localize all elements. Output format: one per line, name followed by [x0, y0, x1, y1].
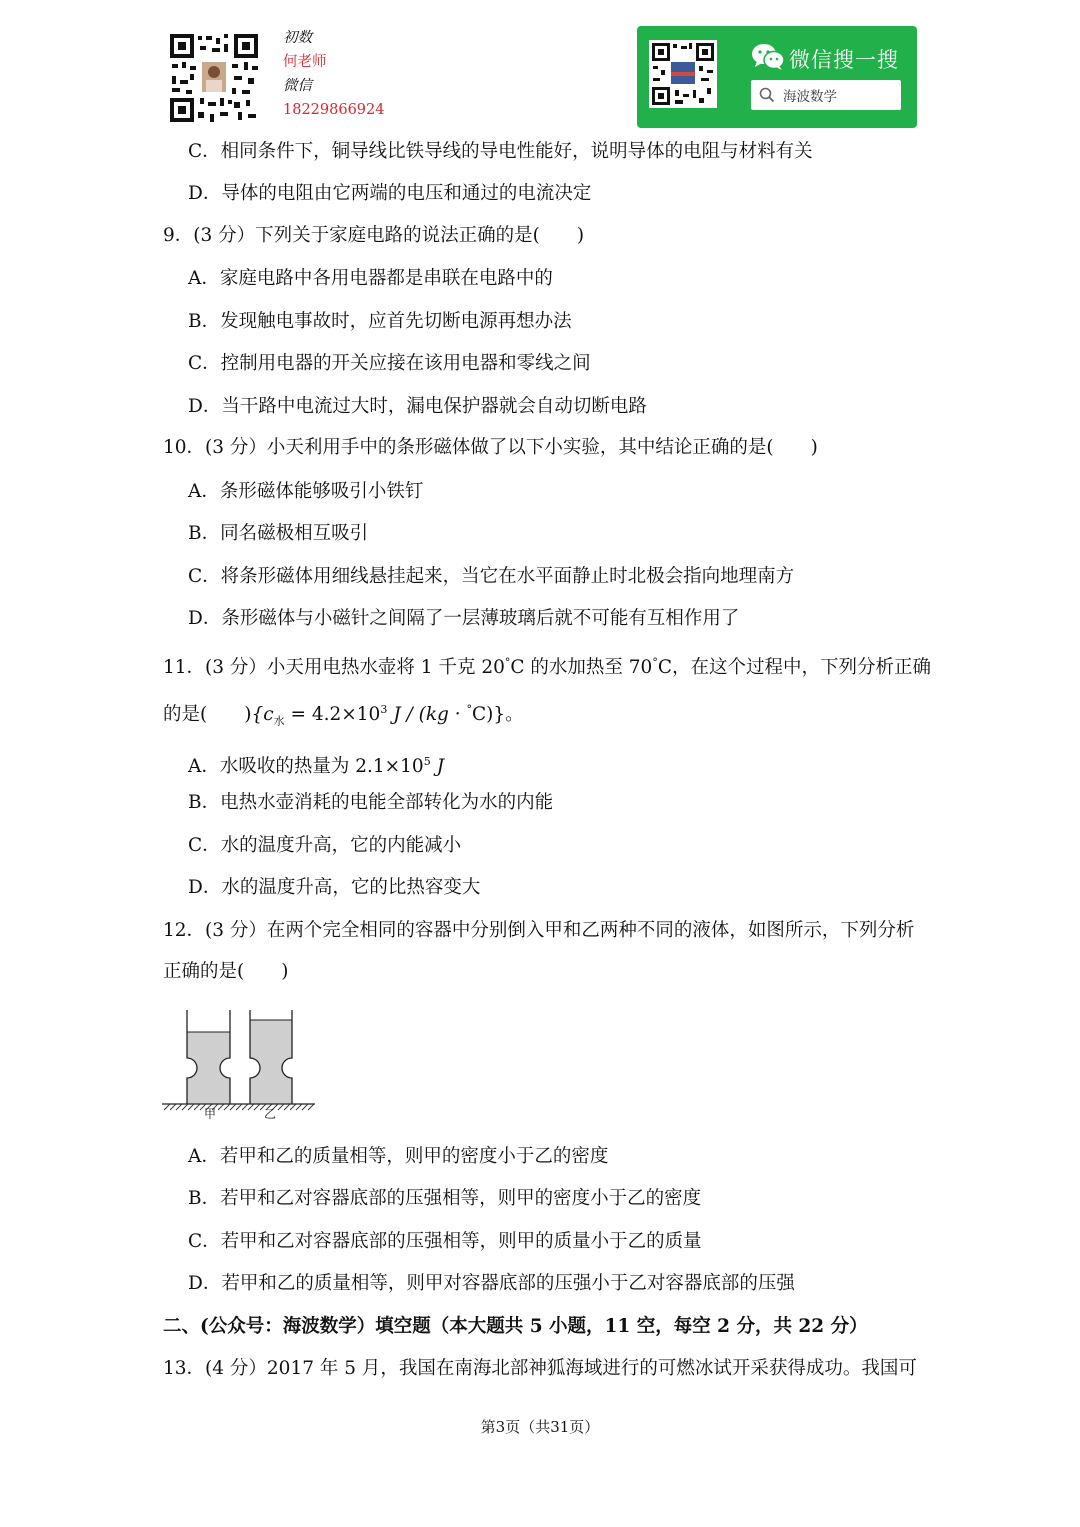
qr-code-icon [168, 32, 260, 124]
contact-label: 初数 [283, 30, 312, 46]
wechat-search-title: 微信搜一搜 [789, 48, 899, 72]
q12-option-c: C．若甲和乙对容器底部的压强相等，则甲的质量小于乙的质量 [188, 1231, 702, 1252]
degree-symbol: ° [466, 703, 473, 716]
degree-symbol: ° [504, 656, 511, 669]
wechat-search-box[interactable] [751, 80, 901, 110]
q11-option-b: B．电热水壶消耗的电能全部转化为水的内能 [188, 792, 554, 813]
q9-option-b: B．发现触电事故时，应首先切断电源再想办法 [188, 311, 572, 332]
q10-option-d: D．条形磁体与小磁针之间隔了一层薄玻璃后就不可能有互相作用了 [188, 608, 740, 629]
q11-option-c: C．水的温度升高，它的内能减小 [188, 835, 462, 856]
q11-formula-exp: 3 [380, 703, 388, 716]
q11-text-3: C，在这个过程中，下列分析正确 [657, 657, 932, 679]
q11-formula-sub: 水 [273, 714, 285, 728]
q11-text-1: 11．(3 分）小天用电热水壶将 1 千克 20 [163, 657, 505, 679]
question-9: 9．(3 分）下列关于家庭电路的说法正确的是( ) [163, 225, 585, 246]
question-12-line1: 12．(3 分）在两个完全相同的容器中分别倒入甲和乙两种不同的液体，如图所示，下列分析 [163, 920, 915, 941]
qr-code-icon [649, 40, 717, 108]
question-13: 13．(4 分）2017 年 5 月，我国在南海北部神狐海域进行的可燃冰试开采获得成功。我国可 [163, 1358, 917, 1379]
q10-option-a: A．条形磁体能够吸引小铁钉 [188, 481, 424, 502]
q9-option-c: C．控制用电器的开关应接在该用电器和零线之间 [188, 353, 591, 374]
q11-formula-unit: J / (kg · [387, 704, 467, 726]
q11a-exp: 5 [423, 755, 431, 768]
liquid-yi [250, 1020, 292, 1104]
question-11-line1 [163, 650, 931, 681]
containers-figure [160, 1006, 320, 1122]
q12-option-d: D．若甲和乙的质量相等，则甲对容器底部的压强小于乙对容器底部的压强 [188, 1273, 795, 1294]
wechat-search-card[interactable] [637, 26, 917, 128]
label-jia: 甲 [204, 1107, 217, 1121]
q11-formula-end: C)}。 [472, 704, 524, 726]
page-footer: 第3页（共31页） [480, 1418, 600, 1436]
q11-formula-open: {c [251, 704, 274, 726]
wechat-search-text: 海波数学 [783, 89, 837, 105]
q11-line2-text: 的是( ) [163, 704, 252, 726]
q9-option-a: A．家庭电路中各用电器都是串联在电路中的 [188, 268, 553, 289]
q11a-unit: J [430, 756, 445, 778]
q11-option-a [188, 749, 444, 780]
q11-formula [251, 703, 524, 728]
q11-formula-value: = 4.2×10 [284, 704, 381, 726]
contact-label-wechat: 微信 [283, 78, 312, 94]
q8-option-c: C．相同条件下，铜导线比铁导线的导电性能好，说明导体的电阻与材料有关 [188, 141, 813, 162]
label-yi: 乙 [264, 1107, 277, 1121]
wechat-logo-icon [751, 42, 785, 72]
degree-symbol: ° [652, 656, 658, 669]
q11a-text: A．水吸收的热量为 2.1×10 [188, 756, 424, 778]
q12-option-b: B．若甲和乙对容器底部的压强相等，则甲的密度小于乙的密度 [188, 1188, 702, 1209]
q10-option-b: B．同名磁极相互吸引 [188, 523, 369, 544]
q11-option-d: D．水的温度升高，它的比热容变大 [188, 877, 481, 898]
question-11-line2 [163, 697, 524, 735]
q9-option-d: D．当干路中电流过大时，漏电保护器就会自动切断电路 [188, 396, 647, 417]
q12-option-a: A．若甲和乙的质量相等，则甲的密度小于乙的密度 [188, 1146, 609, 1167]
q8-option-d: D．导体的电阻由它两端的电压和通过的电流决定 [188, 183, 592, 204]
q11-text-2: C 的水加热至 70 [510, 657, 653, 679]
liquid-jia [187, 1032, 230, 1104]
contact-name: 何老师 [283, 54, 327, 70]
search-icon [759, 87, 775, 103]
question-12-line2: 正确的是( ) [163, 961, 289, 982]
section-2-heading: 二、(公众号：海波数学）填空题（本大题共 5 小题，11 空，每空 2 分，共 22 分） [163, 1316, 868, 1337]
question-10: 10．(3 分）小天利用手中的条形磁体做了以下小实验，其中结论正确的是( ) [163, 437, 818, 458]
contact-phone: 18229866924 [283, 102, 385, 118]
q10-option-c: C．将条形磁体用细线悬挂起来，当它在水平面静止时北极会指向地理南方 [188, 566, 795, 587]
